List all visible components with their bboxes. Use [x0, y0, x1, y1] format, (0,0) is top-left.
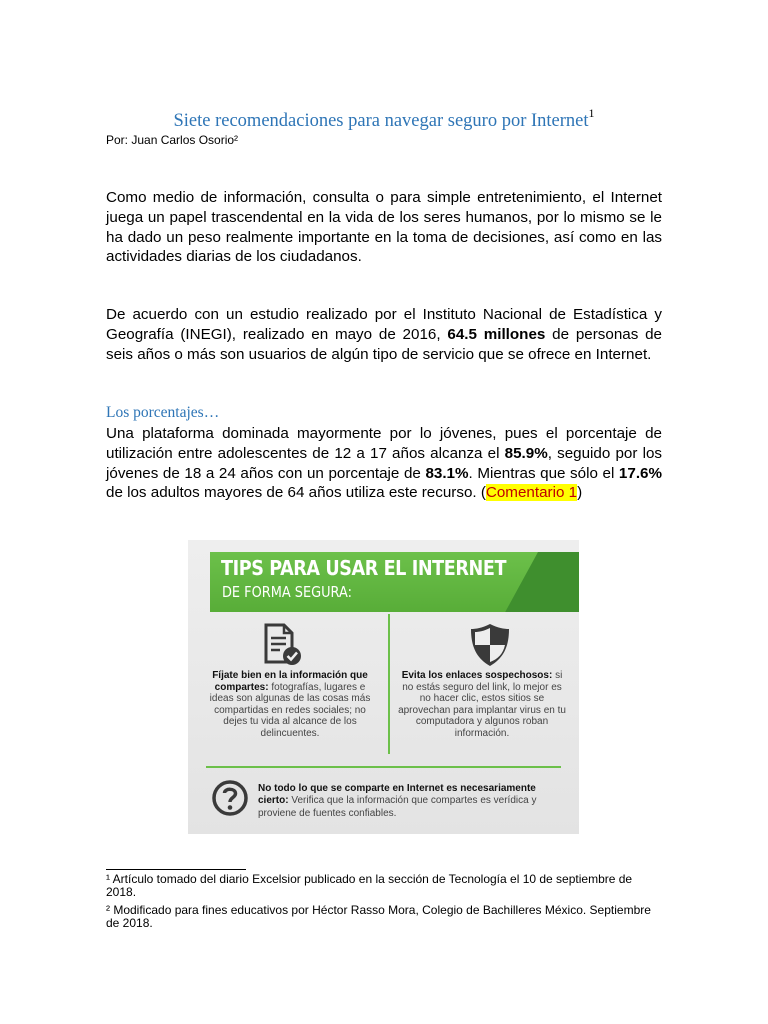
paragraph-inegi: De acuerdo con un estudio realizado por el Instituto Nacional de Estadística y Geografía (INEGI), realizado en mayo de 2016, 64.5 millones de personas de seis años o más son usuarios de algún tipo de servicio que se ofrece en Internet. — [106, 306, 662, 363]
document-check-icon — [260, 622, 306, 668]
infographic-subtitle: DE FORMA SEGURA: — [222, 583, 352, 601]
footnote-1: ¹ Artículo tomado del diario Excelsior publicado en la sección de Tecnología el 10 de septiembre de 2018. — [106, 872, 633, 900]
author-line: Por: Juan Carlos Osorio² — [106, 133, 239, 147]
title-footnote-mark: 1 — [588, 106, 595, 120]
comment-marker[interactable]: Comentario 1 — [485, 484, 578, 502]
footnote-separator — [106, 869, 246, 870]
column-divider — [388, 614, 390, 754]
row-divider — [206, 766, 561, 768]
stat-users: 64.5 millones — [447, 325, 546, 343]
infographic-title: TIPS PARA USAR EL INTERNET — [221, 556, 507, 580]
infographic — [188, 540, 579, 834]
question-icon — [212, 778, 248, 818]
paragraph-percentages: Una plataforma dominada mayormente por lo jóvenes, pues el porcentaje de utilización entre adolescentes de 12 a 17 años alcanza el 85.9%, seguido por los jóvenes de 18 a 24 años con un porcentaje de 83.1%. Mientras que sólo el 17.6% de los adultos mayores de 64 años utiliza este recurso. (Comentario 1) — [106, 425, 663, 502]
section-heading: Los porcentajes… — [106, 404, 220, 421]
tip-suspicious-links: Evita los enlaces sospechosos: si no estás seguro del link, lo mejor es no hacer clic, estos sitios se aprovechan para implantar virus en tu computadora y algunos roban información. — [398, 670, 566, 739]
stat-seniors: 17.6% — [618, 464, 662, 482]
shield-icon — [468, 622, 512, 668]
footnote-2: ² Modificado para fines educativos por Héctor Rasso Mora, Colegio de Bachilleres México. Septiembre de 2018. — [106, 903, 651, 931]
tip-verify-info: No todo lo que se comparte en Internet es necesariamente cierto: Verifica que la información que compartes es verídica y proviene de fuentes confiables. — [258, 783, 537, 819]
stat-adolescents: 85.9% — [504, 444, 548, 462]
stat-youth: 83.1% — [425, 464, 469, 482]
tip-share-info: Fíjate bien en la información que compartes: fotografías, lugares e ideas son algunas de las cosas más compartidas en redes sociales; no dejes tu vida al alcance de los delincuentes. — [209, 670, 371, 739]
paragraph-intro: Como medio de información, consulta o para simple entretenimiento, el Internet juega un papel trascendental en la vida de los seres humanos, por lo mismo se le ha dado un peso realmente importante en la toma de decisiones, así como en las actividades diarias de los ciudadanos. — [106, 189, 662, 266]
page-title: Siete recomendaciones para navegar seguro por Internet$^1$ — [173, 106, 595, 131]
